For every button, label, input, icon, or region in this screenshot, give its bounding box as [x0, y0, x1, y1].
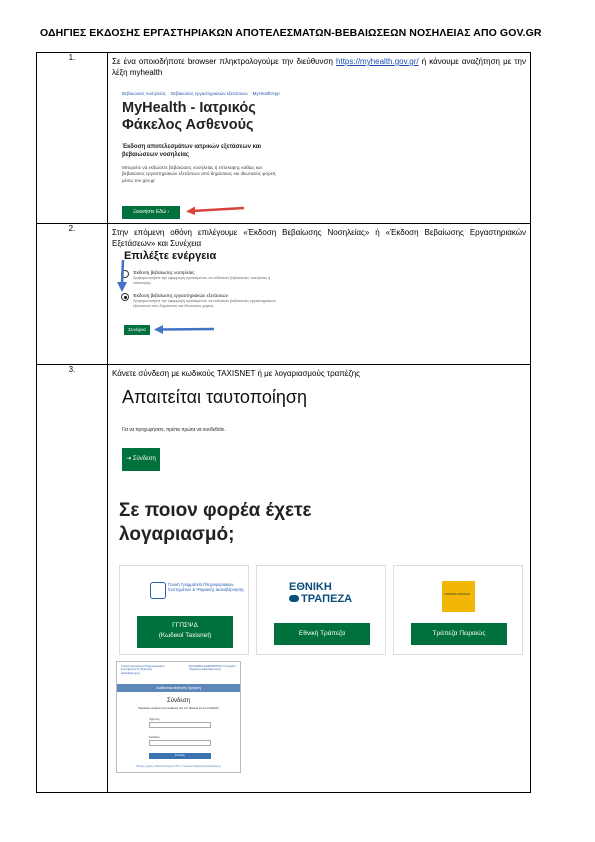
auth-bar: Αυθεντικοποίηση Χρήστη	[117, 684, 240, 692]
provider-question: Σε ποιον φορέα έχετε λογαριασμό;	[119, 500, 312, 545]
nbg-logo-icon	[289, 595, 299, 602]
option-lab-tests-label: Έκδοση βεβαίωσης εργαστηριακών εξετάσεων	[133, 293, 228, 298]
page-title: MyHealth - Ιατρικός Φάκελος Ασθενούς	[122, 100, 256, 133]
blue-arrow-icon	[154, 325, 216, 335]
step-number: 2.	[37, 224, 108, 365]
password-field[interactable]	[149, 740, 211, 746]
table-row	[37, 53, 531, 224]
step-content	[108, 53, 531, 224]
gsis-button-line1: ΓΓΠΣΨΔ	[172, 622, 198, 629]
breadcrumb-item[interactable]: MyHealthApp	[252, 91, 280, 96]
steps-table	[36, 52, 531, 793]
gsis-button-line2: (Κωδικοί Taxisnet)	[158, 632, 212, 639]
gsis-taxisnet-button[interactable]	[137, 616, 233, 648]
gsis-logo-text: Γενική Γραμματεία Πληροφοριακών Συστημάτων & Ψηφιακής Διακυβέρνησης	[168, 582, 245, 592]
step-instruction: Κάνετε σύνδεση με κωδικούς TAXISNET ή με λογαριασμούς τραπέζης	[112, 369, 361, 378]
username-field[interactable]	[149, 722, 211, 728]
start-here-button[interactable]: Ξεκινήστε Εδώ ›	[122, 206, 180, 219]
option-lab-tests-hint: Χρησιμοποιήστε την εφαρμογή προκειμένου να εκδώσετε βεβαιώσεις εργαστηριακών εξετάσεων από δημόσιους και ιδιωτικούς φορείς.	[133, 299, 276, 308]
login-button[interactable]: ⇥ Σύνδεση	[122, 448, 160, 471]
page-subtitle: Έκδοση αποτελεσμάτων ιατρικών εξετάσεων και βεβαιώσεων νοσηλείας	[122, 144, 262, 158]
login-submit-button[interactable]: Σύνδεση	[149, 753, 211, 759]
auth-required-title: Απαιτείται ταυτοποίηση	[122, 387, 307, 407]
piraeus-logo-icon	[442, 581, 475, 612]
nbg-logo-line2: ΤΡΑΠΕΖΑ	[301, 593, 353, 605]
breadcrumb	[122, 91, 285, 96]
step-content	[108, 365, 531, 793]
login-footer[interactable]: Οδηγίες χρήσης αυθεντικοποίησης ΓΓΠΣ | Υπουργείο Ψηφιακής Διακυβέρνησης	[136, 765, 221, 768]
option-hospitalization-label: Έκδοση βεβαίωσης νοσηλείας	[133, 270, 195, 275]
table-row	[37, 365, 531, 793]
login-title: Σύνδεση	[166, 698, 191, 704]
red-arrow-icon	[186, 205, 246, 215]
piraeus-logo-text: ΤΡΑΠΕΖΑ ΠΕΙΡΑΙΩΣ	[444, 592, 471, 596]
gsis-logo-icon	[150, 582, 166, 599]
breadcrumb-item[interactable]: Βεβαιώσεις εργαστηριακών εξετάσεων	[170, 91, 248, 96]
step-content	[108, 224, 531, 365]
ministry-logo: ΕΛΛΗΝΙΚΗ ΔΗΜΟΚΡΑΤΙΑ Υπουργείο Ψηφιακής Διακυβέρνησης	[189, 664, 236, 672]
radio-lab-tests[interactable]	[121, 293, 129, 301]
breadcrumb-item[interactable]: Βεβαιώσεις νοσηλείας	[122, 91, 166, 96]
step-instruction: Στην επόμενη οθόνη επιλέγουμε «Έκδοση Βεβαίωσης Νοσηλείας» ή «Έκδοση Βεβαίωσης Εργαστηριακών Εξετάσεων» και Συνέχεια	[112, 228, 526, 248]
username-label: Χρήστης:	[149, 717, 161, 721]
option-hospitalization-hint: Χρησιμοποιήστε την εφαρμογή προκειμένου να εκδώσετε βεβαιώσεις νοσηλείας ή επίσκεψης.	[133, 276, 271, 285]
gsis-small-logo: Γενική Γραμματεία Πληροφοριακών Συστημάτων & Ψηφιακής Διακυβέρνησης	[121, 664, 165, 675]
provider-card-piraeus	[393, 565, 523, 655]
table-row	[37, 224, 531, 365]
provider-card-nbg	[256, 565, 386, 655]
blue-arrow-icon	[117, 260, 127, 294]
continue-button[interactable]: Συνέχεια	[124, 325, 150, 335]
choose-action-title: Επιλέξτε ενέργεια	[124, 250, 217, 262]
step-number: 3.	[37, 365, 108, 793]
provider-card-gsis	[119, 565, 249, 655]
taxisnet-login-panel	[116, 661, 241, 773]
auth-description: Για να προχωρήσετε, πρέπει πρώτα να συνδεθείτε.	[122, 427, 226, 433]
login-subtitle: Παρακαλώ εισάγετε τους κωδικούς σας στο Taxisnet για να συνδεθείτε	[138, 707, 219, 710]
document-title: ΟΔΗΓΙΕΣ ΕΚΔΟΣΗΣ ΕΡΓΑΣΤΗΡΙΑΚΩΝ ΑΠΟΤΕΛΕΣΜΑΤΩΝ-ΒΕΒΑΙΩΣΕΩΝ ΝΟΣΗΛΕΙΑΣ ΑΠΟ GOV.GR	[40, 27, 542, 39]
password-label: Κωδικός:	[149, 735, 161, 739]
nbg-button[interactable]: Εθνική Τράπεζα	[274, 623, 370, 645]
page-description: Μπορείτε να εκδώσετε βεβαιώσεις νοσηλείας ή επίσκεψης καθώς και βεβαιώσεις εργαστηριακών εξετάσεων από δημόσιους και ιδιωτικούς φορείς μέσω του gov.gr	[122, 165, 276, 183]
piraeus-button[interactable]: Τράπεζα Πειραιώς	[411, 623, 507, 645]
myhealth-link[interactable]: https://myhealth.gov.gr/	[336, 57, 419, 66]
step-number: 1.	[37, 53, 108, 224]
step-instruction: Σε ένα οποιοδήποτε browser πληκτρολογούμε την διεύθυνση https://myhealth.gov.gr/ ή κάνουμε αναζήτηση με την λέξη myhealth	[112, 57, 526, 77]
nbg-logo-line1: ΕΘΝΙΚΗ	[289, 581, 332, 593]
